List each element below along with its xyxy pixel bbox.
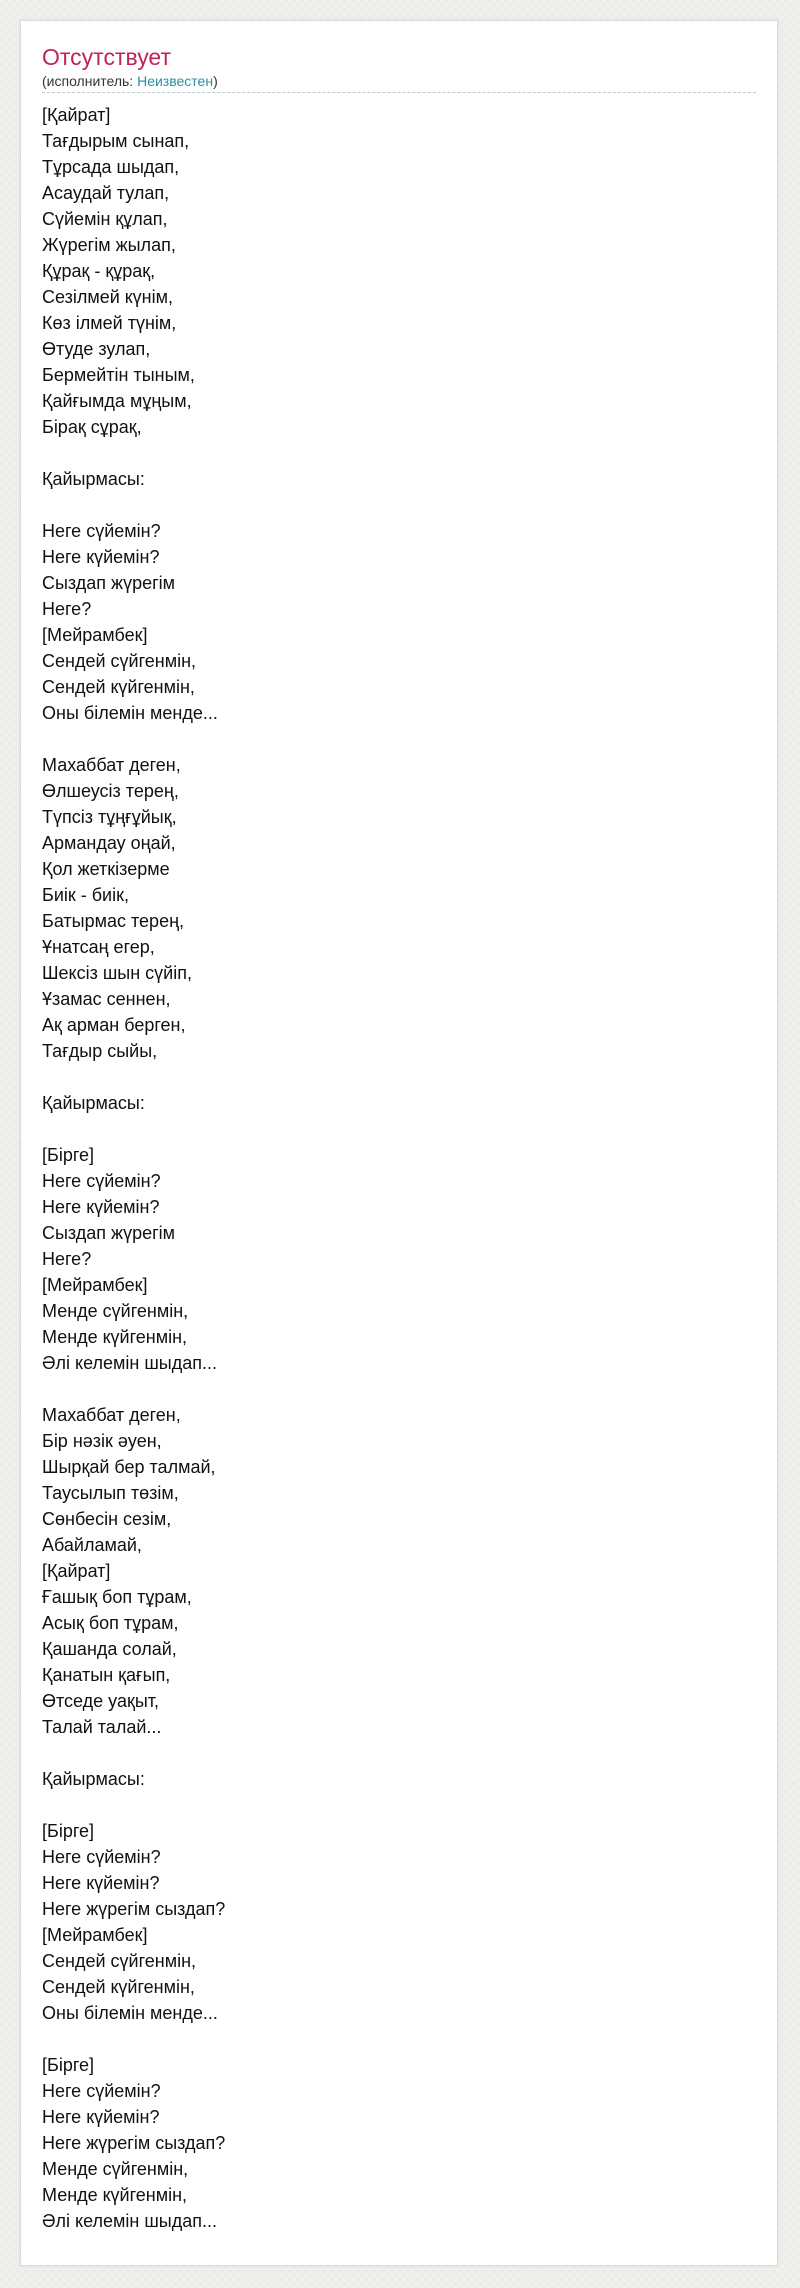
- lyric-line: Қашанда солай,: [42, 1639, 177, 1659]
- lyric-line: Шырқай бер талмай,: [42, 1457, 216, 1477]
- performer-line: [42, 72, 756, 93]
- lyric-line: Таусылып төзім,: [42, 1483, 179, 1503]
- stanza-spacer: [42, 726, 742, 752]
- lyric-line: Сөнбесін сезім,: [42, 1509, 172, 1529]
- stanza-spacer: [42, 1740, 742, 1766]
- lyric-line: Махаббат деген,: [42, 755, 181, 775]
- song-title: Отсутствует: [42, 44, 171, 70]
- lyric-line: Неге?: [42, 1249, 92, 1269]
- lyric-line: Менде күйгенмін,: [42, 2185, 188, 2205]
- lyric-line: [Мейрамбек]: [42, 625, 148, 645]
- lyric-line: Өтседе уақыт,: [42, 1691, 160, 1711]
- lyric-line: [Бірге]: [42, 2055, 95, 2075]
- lyric-line: Қанатын қағып,: [42, 1665, 171, 1685]
- lyric-line: Ұзамас сеннен,: [42, 989, 171, 1009]
- lyric-line: Армандау оңай,: [42, 833, 176, 853]
- page-edge-mark: ◦: [791, 328, 795, 338]
- lyric-line: Неге күйемін?: [42, 2107, 160, 2127]
- lyric-line: Жүрегім жылап,: [42, 235, 176, 255]
- lyric-line: Сыздап жүрегім: [42, 1223, 176, 1243]
- lyric-line: Өлшеусіз терең,: [42, 781, 179, 801]
- lyric-line: Неге сүйемін?: [42, 2081, 161, 2101]
- lyric-line: [Мейрамбек]: [42, 1925, 148, 1945]
- lyric-line: Неге күйемін?: [42, 1873, 160, 1893]
- song-header: [42, 43, 756, 93]
- lyric-line: Неге жүрегім сыздап?: [42, 1899, 226, 1919]
- lyric-line: [Бірге]: [42, 1821, 95, 1841]
- lyric-line: Бірақ сұрақ,: [42, 417, 142, 437]
- lyric-line: Сендей сүйгенмін,: [42, 651, 197, 671]
- lyric-line: Тағдырым сынап,: [42, 131, 190, 151]
- lyric-line: Менде сүйгенмін,: [42, 2159, 189, 2179]
- lyric-line: Көз ілмей түнім,: [42, 313, 177, 333]
- lyric-line: Қайғымда мұңым,: [42, 391, 192, 411]
- lyric-line: Бір нәзік әуен,: [42, 1431, 162, 1451]
- page-edge-mark: ◦: [791, 1198, 795, 1208]
- lyric-line: Қайырмасы:: [42, 1093, 145, 1113]
- lyrics-text: [42, 102, 742, 2234]
- lyric-line: Ғашық боп тұрам,: [42, 1587, 192, 1607]
- stanza-spacer: [42, 2026, 742, 2052]
- stanza-spacer: [42, 1376, 742, 1402]
- lyric-line: Тұрсада шыдап,: [42, 157, 180, 177]
- lyric-line: Абайламай,: [42, 1535, 142, 1555]
- lyric-line: Менде күйгенмін,: [42, 1327, 188, 1347]
- lyric-line: Құрақ - құрақ,: [42, 261, 156, 281]
- lyrics-card: [20, 20, 778, 2266]
- lyric-line: Тағдыр сыйы,: [42, 1041, 158, 1061]
- performer-suffix: ): [213, 73, 218, 89]
- lyric-line: Түпсіз тұңғұйық,: [42, 807, 177, 827]
- lyric-line: Талай талай...: [42, 1717, 162, 1737]
- lyric-line: Қол жеткізерме: [42, 859, 170, 879]
- stanza-spacer: [42, 1064, 742, 1090]
- lyric-line: Қайырмасы:: [42, 469, 145, 489]
- lyric-line: Неге күйемін?: [42, 1197, 160, 1217]
- lyric-line: Шексіз шын сүйіп,: [42, 963, 192, 983]
- lyric-line: [Мейрамбек]: [42, 1275, 148, 1295]
- lyric-line: Бермейтін тыным,: [42, 365, 195, 385]
- lyric-line: Менде сүйгенмін,: [42, 1301, 189, 1321]
- lyric-line: Сендей күйгенмін,: [42, 1977, 195, 1997]
- lyric-line: [Бірге]: [42, 1145, 95, 1165]
- lyric-line: Биік - биік,: [42, 885, 129, 905]
- stanza-spacer: [42, 1116, 742, 1142]
- lyric-line: Өтуде зулап,: [42, 339, 151, 359]
- lyric-line: Әлі келемін шыдап...: [42, 2211, 218, 2231]
- lyric-line: Неге?: [42, 599, 92, 619]
- lyric-line: Сендей сүйгенмін,: [42, 1951, 197, 1971]
- lyric-line: Қайырмасы:: [42, 1769, 145, 1789]
- page-edge-mark: ◦: [791, 1778, 795, 1788]
- lyric-line: Оны білемін менде...: [42, 2003, 218, 2023]
- lyric-line: Асық боп тұрам,: [42, 1613, 179, 1633]
- lyric-line: Асаудай тулап,: [42, 183, 170, 203]
- lyric-line: Батырмас терең,: [42, 911, 185, 931]
- stanza-spacer: [42, 440, 742, 466]
- lyric-line: Ұнатсаң егер,: [42, 937, 155, 957]
- lyric-line: [Қайрат]: [42, 1561, 111, 1581]
- lyric-line: Махаббат деген,: [42, 1405, 181, 1425]
- lyric-line: Неге күйемін?: [42, 547, 160, 567]
- lyric-line: Сүйемін құлап,: [42, 209, 168, 229]
- lyric-line: Неге жүрегім сыздап?: [42, 2133, 226, 2153]
- stanza-spacer: [42, 492, 742, 518]
- lyric-line: Әлі келемін шыдап...: [42, 1353, 218, 1373]
- lyric-line: Ақ арман берген,: [42, 1015, 186, 1035]
- page-edge-mark: ◦: [791, 688, 795, 698]
- lyric-line: Неге сүйемін?: [42, 1847, 161, 1867]
- performer-link[interactable]: Неизвестен: [137, 73, 214, 89]
- lyric-line: Неге сүйемін?: [42, 521, 161, 541]
- lyric-line: Неге сүйемін?: [42, 1171, 161, 1191]
- lyric-line: Сезілмей күнім,: [42, 287, 174, 307]
- stanza-spacer: [42, 1792, 742, 1818]
- performer-prefix: (исполнитель:: [42, 73, 138, 89]
- lyric-line: Оны білемін менде...: [42, 703, 218, 723]
- lyric-line: [Қайрат]: [42, 105, 111, 125]
- lyric-line: Сыздап жүрегім: [42, 573, 176, 593]
- lyric-line: Сендей күйгенмін,: [42, 677, 195, 697]
